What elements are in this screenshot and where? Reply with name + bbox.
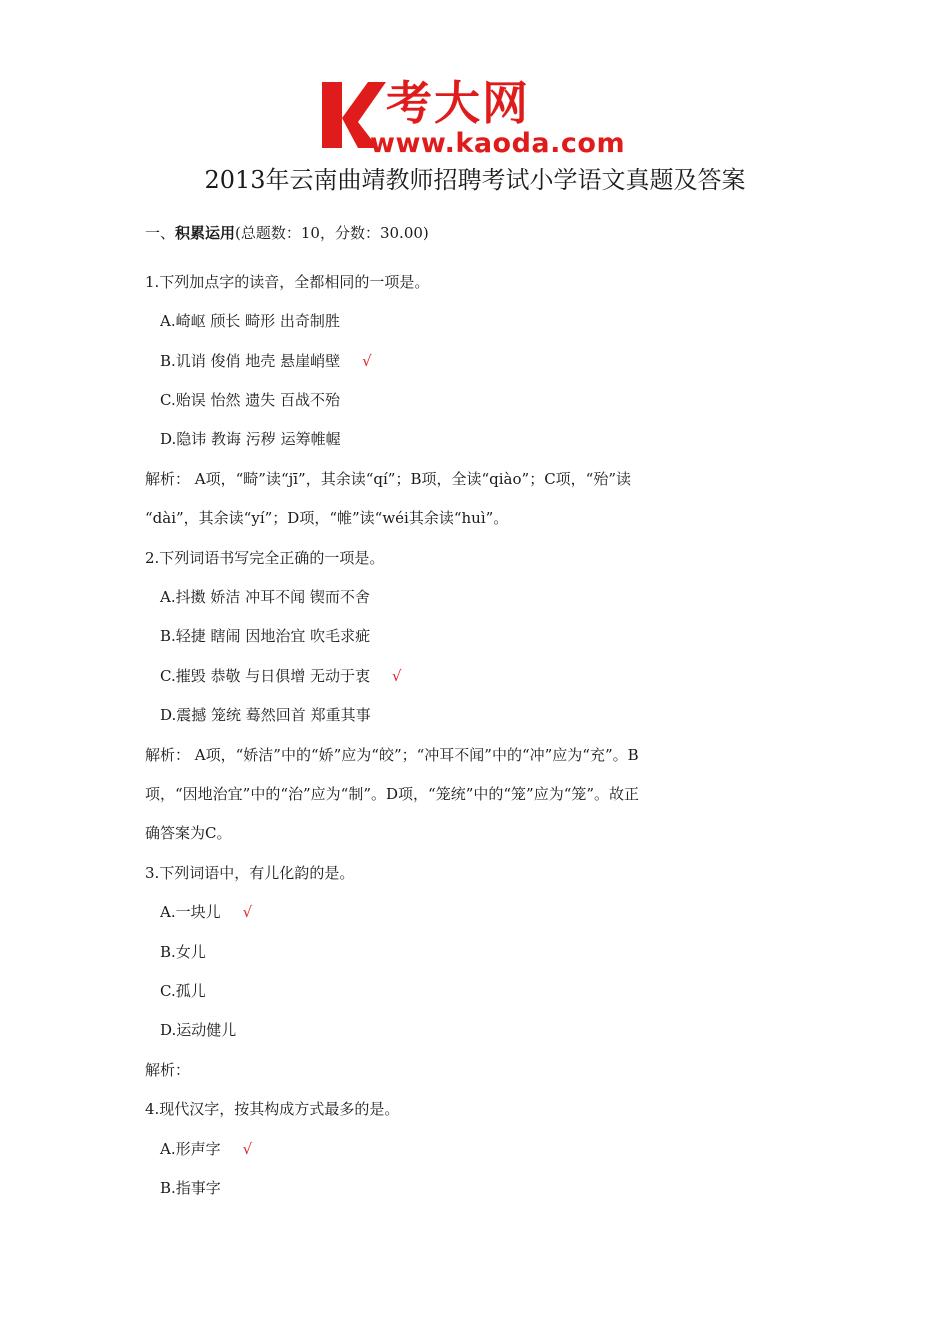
question-stem: 4.现代汉字，按其构成方式最多的是。 (145, 1100, 400, 1118)
section-prefix: 一、 (145, 224, 176, 242)
section-name: 积累运用 (175, 224, 236, 242)
option: B.女儿 (160, 943, 206, 961)
correct-check-icon: √ (362, 352, 372, 370)
question-stem: 3.下列词语中，有儿化韵的是。 (145, 864, 355, 882)
option (160, 1138, 830, 1160)
analysis-line: 确答案为C。 (145, 824, 232, 842)
option: C.孤儿 (160, 982, 206, 1000)
option: D.震撼 笼统 蓦然回首 郑重其事 (160, 706, 371, 724)
option: B.轻捷 瞎闹 因地治宜 吹毛求疵 (160, 627, 371, 645)
analysis-line: 解析： A项，“娇洁”中的“娇”应为“皎”；“冲耳不闻”中的“冲”应为“充”。B (145, 746, 639, 764)
option: D.运动健儿 (160, 1021, 237, 1039)
page-title: 2013年云南曲靖教师招聘考试小学语文真题及答案 (204, 166, 746, 194)
option-text: C.摧毁 恭敬 与日俱增 无动于衷 (160, 667, 371, 685)
option-text: B.讥诮 俊俏 地壳 悬崖峭壁 (160, 352, 341, 370)
option: D.隐讳 教诲 污秽 运筹帷幄 (160, 430, 341, 448)
analysis-line: 解析： A项，“畸”读“jī”，其余读“qí”；B项，全读“qiào”；C项，“殆”读 (145, 470, 632, 488)
analysis-line: 项，“因地治宜”中的“治”应为“制”。D项，“笼统”中的“笼”应为“笼”。故正 (145, 785, 640, 803)
section-heading (145, 222, 429, 244)
correct-check-icon: √ (392, 667, 402, 685)
option: B.指事字 (160, 1179, 221, 1197)
logo-cn-text: 考大网 (386, 76, 530, 130)
kaoda-logo (318, 78, 638, 162)
option (160, 665, 830, 687)
correct-check-icon: √ (242, 1140, 253, 1158)
option (160, 350, 830, 372)
analysis-line: “dài”，其余读“yí”；D项，“帷”读“wéi其余读“huì”。 (145, 509, 509, 527)
option: C.贻误 怡然 遗失 百战不殆 (160, 391, 341, 409)
section-info: (总题数：10，分数：30.00) (235, 224, 429, 242)
analysis-line: 解析： (145, 1061, 191, 1079)
question-stem: 1.下列加点字的读音，全都相同的一项是。 (145, 273, 430, 291)
question-stem: 2.下列词语书写完全正确的一项是。 (145, 549, 385, 567)
logo-url-text: www.kaoda.com (370, 128, 626, 159)
option (160, 901, 830, 923)
option: A.抖擞 娇洁 冲耳不闻 锲而不舍 (160, 588, 370, 606)
option-text: A.形声字 (160, 1140, 221, 1158)
correct-check-icon: √ (242, 903, 253, 921)
option-text: A.一块儿 (160, 903, 221, 921)
option: A.崎岖 颀长 畸形 出奇制胜 (160, 312, 340, 330)
